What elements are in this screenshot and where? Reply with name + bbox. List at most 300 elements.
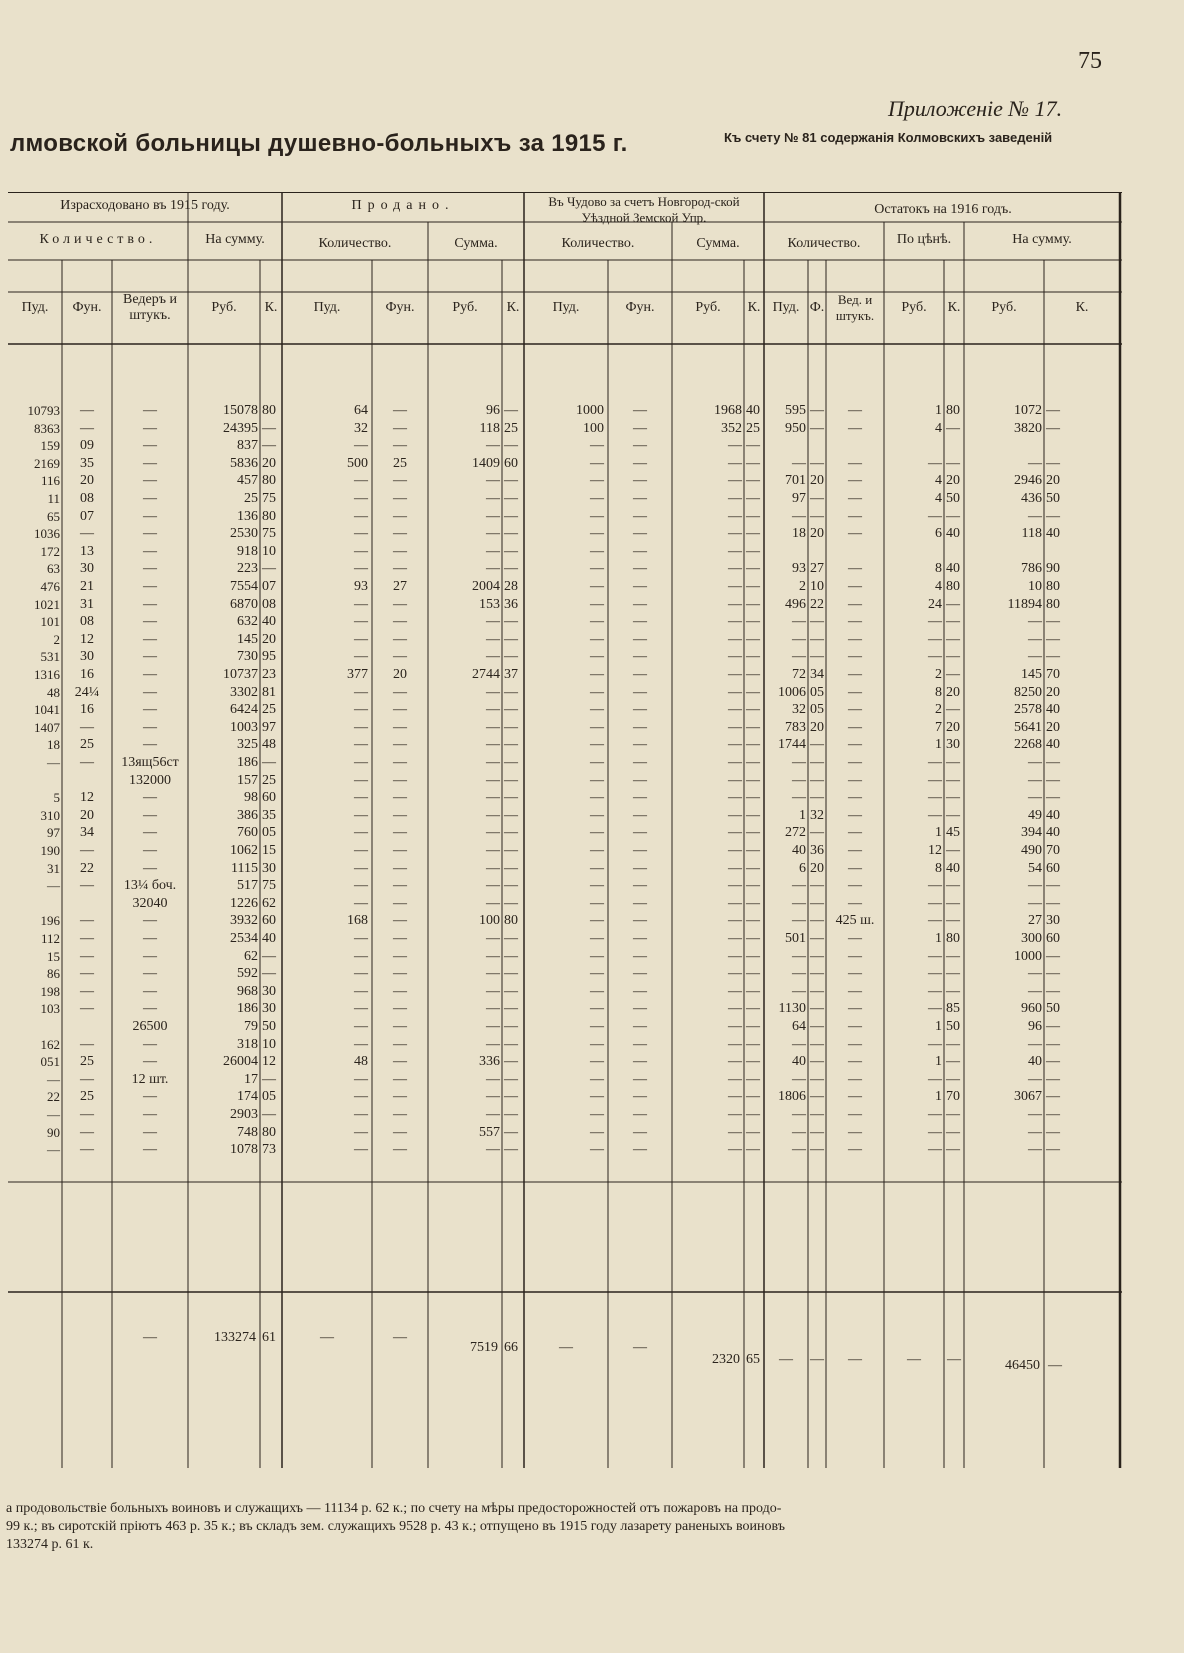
cell-c-k: — xyxy=(746,1124,760,1140)
cell-p-rub: 4 xyxy=(935,491,942,506)
cell-n-k: 40 xyxy=(1046,825,1060,841)
cell-p-rub: — xyxy=(928,966,942,982)
cell-c-k: — xyxy=(746,702,760,718)
cell-c-pud: — xyxy=(590,1001,604,1017)
cell-n-rub: 40 xyxy=(1028,1054,1042,1070)
cell-p-k: 40 xyxy=(946,526,960,542)
cell-s-k: — xyxy=(504,473,518,489)
cell-n-k: — xyxy=(1046,1071,1060,1087)
cell-n-rub: — xyxy=(1028,649,1042,665)
cell-kop: 20 xyxy=(262,631,276,647)
cell-r-f: — xyxy=(810,931,824,946)
cell-r-ved: — xyxy=(848,1107,862,1122)
cell-n-rub: 2578 xyxy=(1014,702,1042,718)
cell-n-rub: 394 xyxy=(1021,825,1042,841)
cell-n-k: 20 xyxy=(1046,684,1060,700)
cell-s-fun: — xyxy=(393,1036,407,1052)
cell-c-pud: — xyxy=(590,526,604,542)
cell-ved: — xyxy=(143,579,157,594)
cell-p-k: — xyxy=(946,755,960,770)
cell-c-k: — xyxy=(746,649,760,665)
cell-p-k: — xyxy=(946,1107,960,1122)
cell-s-pud: — xyxy=(354,1001,368,1017)
cell-ved: — xyxy=(143,913,157,929)
cell-c-k: — xyxy=(746,860,760,876)
cell-c-rub: — xyxy=(728,966,742,982)
cell-c-k: — xyxy=(746,438,760,454)
cell-s-fun: — xyxy=(393,491,407,506)
cell-s-pud: — xyxy=(354,491,368,506)
cell-ved: — xyxy=(143,860,157,876)
cell-ved: 132000 xyxy=(129,772,171,788)
ledger-table xyxy=(8,192,1122,1468)
cell-c-rub: — xyxy=(728,1001,742,1017)
cell-fun: 09 xyxy=(80,438,94,454)
cell-r-f: — xyxy=(810,825,824,841)
cell-r-pud: — xyxy=(792,878,806,894)
cell-c-pud: — xyxy=(590,878,604,894)
cell-fun: 24¼ xyxy=(74,684,100,700)
cell-s-rub: 2744 xyxy=(472,667,500,682)
cell-c-k: — xyxy=(746,561,760,577)
cell-r-f: — xyxy=(810,649,824,665)
cell-fun: — xyxy=(80,420,94,436)
cell-ved: — xyxy=(143,403,157,418)
cell-n-k: — xyxy=(1046,1142,1060,1158)
cell-s-rub: — xyxy=(486,1036,500,1052)
cell-s-pud: — xyxy=(354,614,368,630)
cell-ved: — xyxy=(143,631,157,647)
total-rem-ved: — xyxy=(848,1352,862,1367)
cell-s-pud: — xyxy=(354,931,368,946)
cell-c-k: — xyxy=(746,1054,760,1070)
cell-s-fun: — xyxy=(393,843,407,858)
cell-c-pud: — xyxy=(590,737,604,753)
cell-ved: — xyxy=(143,719,157,735)
cell-c-fun: — xyxy=(633,755,647,770)
cell-c-fun: — xyxy=(633,596,647,612)
cell-c-pud: — xyxy=(590,825,604,841)
cell-s-pud: — xyxy=(354,473,368,489)
cell-s-k: 36 xyxy=(504,596,518,612)
cell-ved: 13ящ56ст xyxy=(121,755,179,770)
cell-s-fun: — xyxy=(393,543,407,559)
cell-c-pud: — xyxy=(590,579,604,594)
cell-c-pud: — xyxy=(590,755,604,770)
cell-s-fun: — xyxy=(393,1019,407,1034)
cell-r-ved: — xyxy=(848,631,862,647)
cell-s-rub: — xyxy=(486,948,500,964)
total-rub: 133274 xyxy=(214,1330,256,1345)
cell-n-rub: — xyxy=(1028,983,1042,999)
cell-s-fun: — xyxy=(393,755,407,770)
total-price-kop: — xyxy=(947,1352,961,1367)
cell-rub: 62 xyxy=(244,948,258,964)
cell-s-pud: 500 xyxy=(347,455,368,471)
cell-fun: 12 xyxy=(80,790,94,806)
cell-s-pud: — xyxy=(354,1107,368,1122)
cell-kop: 40 xyxy=(262,614,276,630)
cell-r-f: 32 xyxy=(810,807,824,823)
cell-c-fun: — xyxy=(633,1071,647,1087)
cell-s-k: — xyxy=(504,649,518,665)
cell-n-rub: — xyxy=(1028,1107,1042,1122)
header-rem-sum: На сумму. xyxy=(1012,232,1072,247)
cell-fun: — xyxy=(80,948,94,964)
cell-r-ved: — xyxy=(848,455,862,471)
header-spent: Израсходовано въ 1915 году. xyxy=(60,198,230,213)
cell-c-k: — xyxy=(746,983,760,999)
cell-p-rub: — xyxy=(928,948,942,964)
cell-c-rub: — xyxy=(728,526,742,542)
cell-fun: — xyxy=(80,1071,94,1087)
cell-p-rub: — xyxy=(928,913,942,929)
cell-rub: 517 xyxy=(237,878,258,894)
header-rub: Руб. xyxy=(211,300,237,315)
cell-c-pud: — xyxy=(590,473,604,489)
cell-p-rub: 4 xyxy=(935,579,942,594)
cell-rub: 186 xyxy=(237,1001,258,1017)
cell-c-k: — xyxy=(746,491,760,506)
cell-s-fun: — xyxy=(393,860,407,876)
cell-pud: 1041 xyxy=(34,702,60,718)
cell-r-f: 20 xyxy=(810,526,824,542)
cell-c-k: — xyxy=(746,579,760,594)
cell-c-rub: — xyxy=(728,438,742,454)
cell-s-rub: — xyxy=(486,755,500,770)
cell-c-rub: — xyxy=(728,543,742,559)
cell-fun: — xyxy=(80,1036,94,1052)
cell-s-pud: — xyxy=(354,526,368,542)
cell-fun: — xyxy=(80,403,94,418)
cell-ved: 12 шт. xyxy=(131,1071,169,1087)
cell-r-ved: — xyxy=(848,1054,862,1070)
cell-fun: 07 xyxy=(80,508,94,524)
cell-r-f: — xyxy=(810,1089,824,1105)
cell-c-pud: — xyxy=(590,649,604,665)
cell-c-pud: — xyxy=(590,491,604,506)
cell-p-k: — xyxy=(946,614,960,630)
cell-s-pud: — xyxy=(354,737,368,753)
cell-s-fun: — xyxy=(393,719,407,735)
cell-kop: 20 xyxy=(262,455,276,471)
cell-c-rub: — xyxy=(728,596,742,612)
cell-r-pud: 595 xyxy=(785,403,806,418)
cell-r-ved: — xyxy=(848,1001,862,1017)
cell-s-fun: 27 xyxy=(393,579,407,594)
cell-pud: 63 xyxy=(47,561,60,577)
cell-p-k: — xyxy=(946,1142,960,1158)
cell-p-rub: — xyxy=(928,455,942,471)
cell-s-rub: — xyxy=(486,790,500,806)
cell-pud: 190 xyxy=(40,843,60,858)
cell-ved: — xyxy=(143,931,157,946)
cell-c-rub: — xyxy=(728,455,742,471)
cell-s-fun: — xyxy=(393,596,407,612)
cell-r-f: — xyxy=(810,1107,824,1122)
cell-p-k: — xyxy=(946,948,960,964)
cell-r-pud: 501 xyxy=(785,931,806,946)
cell-s-rub: — xyxy=(486,614,500,630)
cell-p-rub: — xyxy=(928,631,942,647)
cell-c-fun: — xyxy=(633,737,647,753)
cell-p-k: — xyxy=(946,649,960,665)
cell-c-fun: — xyxy=(633,1107,647,1122)
header-chudovo-pud: Пуд. xyxy=(552,300,580,315)
cell-pud: 103 xyxy=(40,1001,60,1017)
cell-r-ved: — xyxy=(848,667,862,682)
cell-s-rub: — xyxy=(486,702,500,718)
cell-kop: 75 xyxy=(262,526,276,542)
cell-n-k: — xyxy=(1046,895,1060,911)
cell-s-pud: — xyxy=(354,983,368,999)
cell-n-k: — xyxy=(1046,455,1060,471)
cell-p-rub: 8 xyxy=(935,684,942,700)
cell-fun: — xyxy=(80,843,94,858)
cell-s-pud: — xyxy=(354,878,368,894)
cell-n-rub: — xyxy=(1028,755,1042,770)
cell-ved: — xyxy=(143,684,157,700)
cell-n-rub: 1072 xyxy=(1014,403,1042,418)
cell-s-pud: — xyxy=(354,843,368,858)
header-remainder: Остатокъ на 1916 годъ. xyxy=(874,202,1012,217)
header-kop: К. xyxy=(264,300,278,315)
cell-fun: 35 xyxy=(80,455,94,471)
cell-r-f: — xyxy=(810,403,824,418)
cell-p-k: — xyxy=(946,1071,960,1087)
cell-n-k: — xyxy=(1046,790,1060,806)
cell-p-k: — xyxy=(946,420,960,436)
cell-c-rub: — xyxy=(728,649,742,665)
cell-pud: 112 xyxy=(40,931,60,946)
cell-c-rub: — xyxy=(728,983,742,999)
cell-p-k: 80 xyxy=(946,931,960,946)
cell-r-ved: — xyxy=(848,403,862,418)
cell-p-k: — xyxy=(946,843,960,858)
cell-c-k: — xyxy=(746,667,760,682)
cell-c-fun: — xyxy=(633,455,647,471)
cell-fun: — xyxy=(80,526,94,542)
cell-c-fun: — xyxy=(633,631,647,647)
cell-p-rub: — xyxy=(928,1071,942,1087)
cell-r-f: 27 xyxy=(810,561,824,577)
cell-n-rub: 786 xyxy=(1021,561,1042,577)
cell-r-f: — xyxy=(810,755,824,770)
header-chudovo-qty: Количество. xyxy=(561,236,635,251)
cell-s-fun: — xyxy=(393,1071,407,1087)
cell-c-rub: — xyxy=(728,614,742,630)
cell-s-pud: — xyxy=(354,543,368,559)
cell-kop: 23 xyxy=(262,667,276,682)
cell-fun: — xyxy=(80,931,94,946)
cell-c-k: — xyxy=(746,825,760,841)
cell-n-rub: 490 xyxy=(1021,843,1042,858)
cell-fun: 21 xyxy=(80,579,94,594)
cell-r-ved: — xyxy=(848,420,862,436)
cell-r-f: — xyxy=(810,1054,824,1070)
cell-fun: — xyxy=(80,755,94,770)
cell-c-fun: — xyxy=(633,473,647,489)
cell-fun: 12 xyxy=(80,631,94,647)
cell-n-rub: 3820 xyxy=(1014,420,1042,436)
cell-r-f: — xyxy=(810,1019,824,1034)
cell-kop: 05 xyxy=(262,1089,276,1105)
cell-r-ved: — xyxy=(848,508,862,524)
cell-s-k: — xyxy=(504,983,518,999)
header-price-kop: К. xyxy=(947,300,961,315)
cell-ved: — xyxy=(143,1001,157,1017)
cell-ved: — xyxy=(143,1142,157,1158)
cell-s-pud: 64 xyxy=(354,403,368,418)
cell-r-f: — xyxy=(810,491,824,506)
cell-s-k: — xyxy=(504,491,518,506)
total-rem-f: — xyxy=(810,1352,824,1367)
cell-n-rub: 49 xyxy=(1028,807,1042,823)
cell-p-rub: — xyxy=(928,1142,942,1158)
cell-s-fun: 25 xyxy=(393,455,407,471)
cell-s-fun: — xyxy=(393,438,407,454)
header-qty: Количество. xyxy=(39,232,157,247)
cell-r-pud: — xyxy=(792,913,806,929)
cell-pud: 8363 xyxy=(34,420,60,436)
cell-p-k: — xyxy=(946,455,960,471)
header-chudovo: Въ Чудово за счетъ Новгород-ской Уѣздной Земской Упр. xyxy=(548,194,740,225)
total-chudovo-fun: — xyxy=(633,1340,647,1355)
cell-kop: 81 xyxy=(262,684,276,700)
cell-r-pud: — xyxy=(792,614,806,630)
cell-s-fun: — xyxy=(393,420,407,436)
header-rem-pud: Пуд. xyxy=(772,300,800,315)
cell-n-k: 20 xyxy=(1046,719,1060,735)
cell-n-rub: — xyxy=(1028,508,1042,524)
cell-pud: 162 xyxy=(40,1036,60,1052)
cell-rub: 5836 xyxy=(230,455,258,471)
cell-n-k: 80 xyxy=(1046,596,1060,612)
cell-c-rub: — xyxy=(728,508,742,524)
cell-rub: 24395 xyxy=(223,420,258,436)
cell-r-ved: 425 ш. xyxy=(835,913,875,929)
cell-p-rub: 1 xyxy=(935,403,942,418)
page-subtitle: Къ счету № 81 содержанія Колмовскихъ заведеній xyxy=(724,130,1053,145)
cell-s-fun: — xyxy=(393,983,407,999)
total-sold-fun: — xyxy=(393,1330,407,1345)
cell-c-k: — xyxy=(746,895,760,911)
cell-n-k: 50 xyxy=(1046,1001,1060,1017)
cell-r-ved: — xyxy=(848,614,862,630)
cell-r-f: — xyxy=(810,983,824,999)
cell-s-pud: — xyxy=(354,719,368,735)
cell-kop: 07 xyxy=(262,579,276,594)
cell-n-k: — xyxy=(1046,772,1060,788)
cell-n-rub: 2268 xyxy=(1014,737,1042,753)
cell-r-pud: — xyxy=(792,790,806,806)
cell-s-k: — xyxy=(504,1071,518,1087)
cell-s-rub: 118 xyxy=(479,420,500,436)
cell-r-ved: — xyxy=(848,702,862,718)
cell-c-k: — xyxy=(746,1142,760,1158)
cell-ved: — xyxy=(143,1124,157,1140)
cell-s-k: — xyxy=(504,403,518,418)
cell-s-rub: — xyxy=(486,719,500,735)
header-pud: Пуд. xyxy=(21,300,49,315)
header-sum-on: На сумму. xyxy=(205,232,265,247)
header-chudovo-sum: Сумма. xyxy=(696,236,740,251)
cell-n-k: 70 xyxy=(1046,843,1060,858)
cell-pud: 159 xyxy=(40,438,60,454)
cell-r-ved: — xyxy=(848,1142,862,1158)
cell-pud: 310 xyxy=(40,807,60,823)
cell-n-k: — xyxy=(1046,755,1060,770)
header-chudovo-kop: К. xyxy=(747,300,761,315)
cell-fun: — xyxy=(80,1107,94,1122)
cell-s-fun: — xyxy=(393,1089,407,1105)
cell-p-rub: — xyxy=(928,790,942,806)
cell-c-k: — xyxy=(746,1071,760,1087)
cell-c-rub: — xyxy=(728,491,742,506)
cell-ved: 13¼ боч. xyxy=(123,878,177,894)
cell-c-k: — xyxy=(746,772,760,788)
cell-kop: 80 xyxy=(262,403,276,418)
cell-c-rub: — xyxy=(728,737,742,753)
cell-kop: — xyxy=(262,420,276,436)
cell-pud: 15 xyxy=(47,948,60,964)
cell-p-k: 85 xyxy=(946,1001,960,1017)
cell-pud: 196 xyxy=(40,913,60,929)
cell-s-rub: 1409 xyxy=(472,455,500,471)
cell-r-ved: — xyxy=(848,948,862,964)
cell-p-rub: — xyxy=(928,755,942,770)
cell-r-ved: — xyxy=(848,1071,862,1087)
cell-s-pud: — xyxy=(354,684,368,700)
cell-r-pud: 32 xyxy=(792,702,806,718)
cell-c-pud: — xyxy=(590,596,604,612)
cell-c-fun: — xyxy=(633,983,647,999)
cell-s-k: — xyxy=(504,790,518,806)
cell-pud: 2 xyxy=(53,631,60,647)
cell-p-k: — xyxy=(946,807,960,823)
cell-n-rub: — xyxy=(1028,895,1042,911)
cell-r-ved: — xyxy=(848,790,862,806)
footnote-line: 99 к.; въ сиротскій пріютъ 463 р. 35 к.; въ складъ зем. служащихъ 9528 р. 43 к.; отпущено въ 1915 году лазарету раненыхъ воиновъ xyxy=(6,1519,786,1534)
cell-kop: 62 xyxy=(262,895,276,911)
cell-fun: 34 xyxy=(80,825,94,841)
cell-c-k: — xyxy=(746,1089,760,1105)
cell-s-fun: — xyxy=(393,948,407,964)
cell-c-k: — xyxy=(746,455,760,471)
cell-ved: — xyxy=(143,526,157,542)
cell-s-pud: — xyxy=(354,596,368,612)
cell-c-pud: — xyxy=(590,966,604,982)
cell-n-rub: — xyxy=(1028,614,1042,630)
cell-kop: 25 xyxy=(262,772,276,788)
cell-c-fun: — xyxy=(633,491,647,506)
cell-p-k: — xyxy=(946,702,960,718)
cell-p-rub: 7 xyxy=(935,719,942,735)
cell-c-fun: — xyxy=(633,1124,647,1140)
cell-c-rub: — xyxy=(728,719,742,735)
cell-c-k: — xyxy=(746,508,760,524)
cell-s-rub: — xyxy=(486,543,500,559)
cell-c-rub: — xyxy=(728,755,742,770)
cell-r-pud: 950 xyxy=(785,420,806,436)
cell-c-rub: 1968 xyxy=(714,403,742,418)
total-price-rub: — xyxy=(907,1352,921,1367)
total-kop: 61 xyxy=(262,1330,276,1345)
cell-r-pud: — xyxy=(792,1071,806,1087)
cell-s-rub: — xyxy=(486,825,500,841)
header-sold-kop: К. xyxy=(506,300,520,315)
cell-r-pud: — xyxy=(792,649,806,665)
